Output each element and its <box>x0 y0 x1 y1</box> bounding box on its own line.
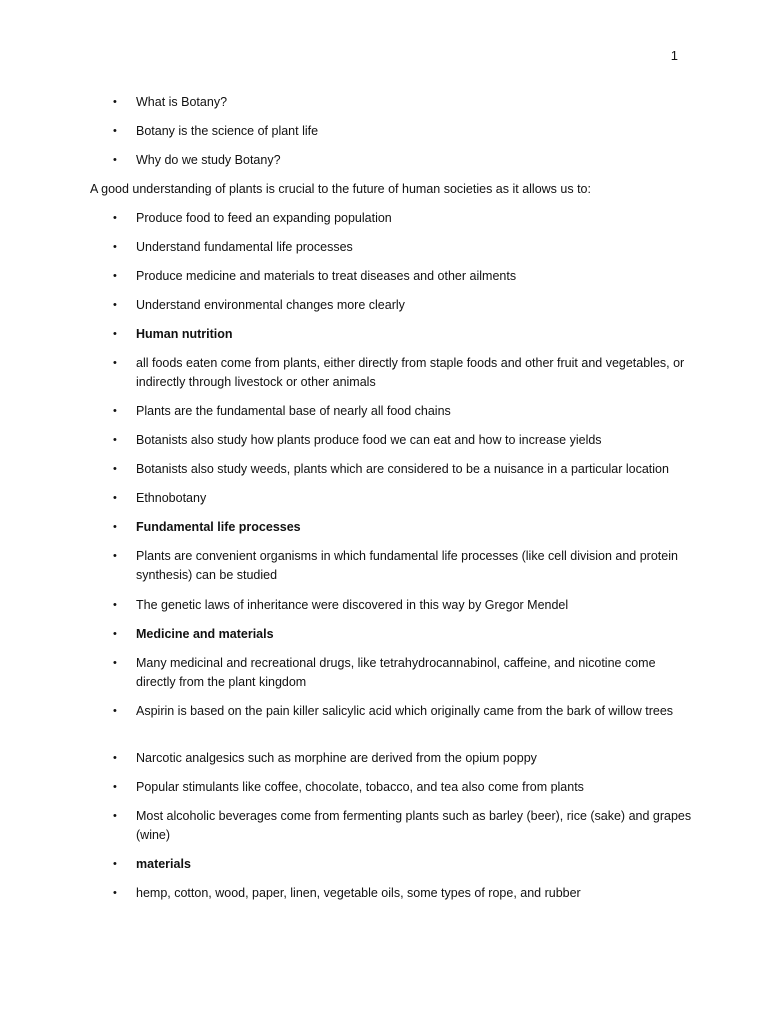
bullet-icon: • <box>113 550 117 562</box>
page-number: 1 <box>670 48 678 63</box>
bullet-icon: • <box>113 434 117 446</box>
list-item-text: Aspirin is based on the pain killer salicylic acid which originally came from the bark of willow trees <box>136 704 674 718</box>
bullet-icon: • <box>113 125 117 137</box>
intro-item-text: What is Botany? <box>136 95 228 109</box>
bullet-icon: • <box>113 657 117 669</box>
list-item-text: Ethnobotany <box>136 491 207 505</box>
list-item-text: all foods eaten come from plants, either directly from staple foods and other fruit and vegetables, or indirectly through livestock or other animals <box>136 356 685 389</box>
list-item-text: Botanists also study weeds, plants which are considered to be a nuisance in a particular location <box>136 462 669 476</box>
list-item-text: Many medicinal and recreational drugs, like tetrahydrocannabinol, caffeine, and nicotine come directly from the plant kingdom <box>136 656 656 689</box>
bullet-icon: • <box>113 752 117 764</box>
list-item-text: Understand fundamental life processes <box>136 240 353 254</box>
bullet-icon: • <box>113 781 117 793</box>
bullet-icon: • <box>113 241 117 253</box>
bullet-icon: • <box>113 212 117 224</box>
bullet-icon: • <box>113 405 117 417</box>
bullet-icon: • <box>113 357 117 369</box>
bullet-icon: • <box>113 328 117 340</box>
bullet-icon: • <box>113 705 117 717</box>
list-item-text: Medicine and materials <box>136 627 274 641</box>
bullet-icon: • <box>113 299 117 311</box>
list-item-text: Most alcoholic beverages come from fermenting plants such as barley (beer), rice (sake) and grapes (wine) <box>136 809 692 842</box>
intro-item-text: Why do we study Botany? <box>136 153 281 167</box>
list-item-text: Produce medicine and materials to treat diseases and other ailments <box>136 269 517 283</box>
bullet-icon: • <box>113 887 117 899</box>
list-item-text: hemp, cotton, wood, paper, linen, vegetable oils, some types of rope, and rubber <box>136 886 581 900</box>
list-item-text: Plants are the fundamental base of nearly all food chains <box>136 404 451 418</box>
bullet-icon: • <box>113 521 117 533</box>
bullet-icon: • <box>113 628 117 640</box>
bullet-icon: • <box>113 858 117 870</box>
bullet-icon: • <box>113 599 117 611</box>
bullet-icon: • <box>113 96 117 108</box>
list-item-text: Narcotic analgesics such as morphine are derived from the opium poppy <box>136 751 537 765</box>
list-item-text: Botanists also study how plants produce food we can eat and how to increase yields <box>136 433 602 447</box>
intro-item-text: Botany is the science of plant life <box>136 124 319 138</box>
bullet-icon: • <box>113 463 117 475</box>
list-item-text: Produce food to feed an expanding population <box>136 211 392 225</box>
bullet-icon: • <box>113 492 117 504</box>
intro-paragraph: A good understanding of plants is crucial to the future of human societies as it allows us to: <box>90 182 591 196</box>
list-item-text: materials <box>136 857 191 871</box>
list-item-text: Understand environmental changes more clearly <box>136 298 405 312</box>
list-item-text: Fundamental life processes <box>136 520 301 534</box>
bullet-icon: • <box>113 154 117 166</box>
list-item-text: Human nutrition <box>136 327 233 341</box>
bullet-icon: • <box>113 270 117 282</box>
list-item-text: Plants are convenient organisms in which fundamental life processes (like cell division and protein synthesis) can be studied <box>136 549 678 582</box>
list-item-text: The genetic laws of inheritance were discovered in this way by Gregor Mendel <box>136 598 569 612</box>
list-item-text: Popular stimulants like coffee, chocolate, tobacco, and tea also come from plants <box>136 780 584 794</box>
bullet-icon: • <box>113 810 117 822</box>
